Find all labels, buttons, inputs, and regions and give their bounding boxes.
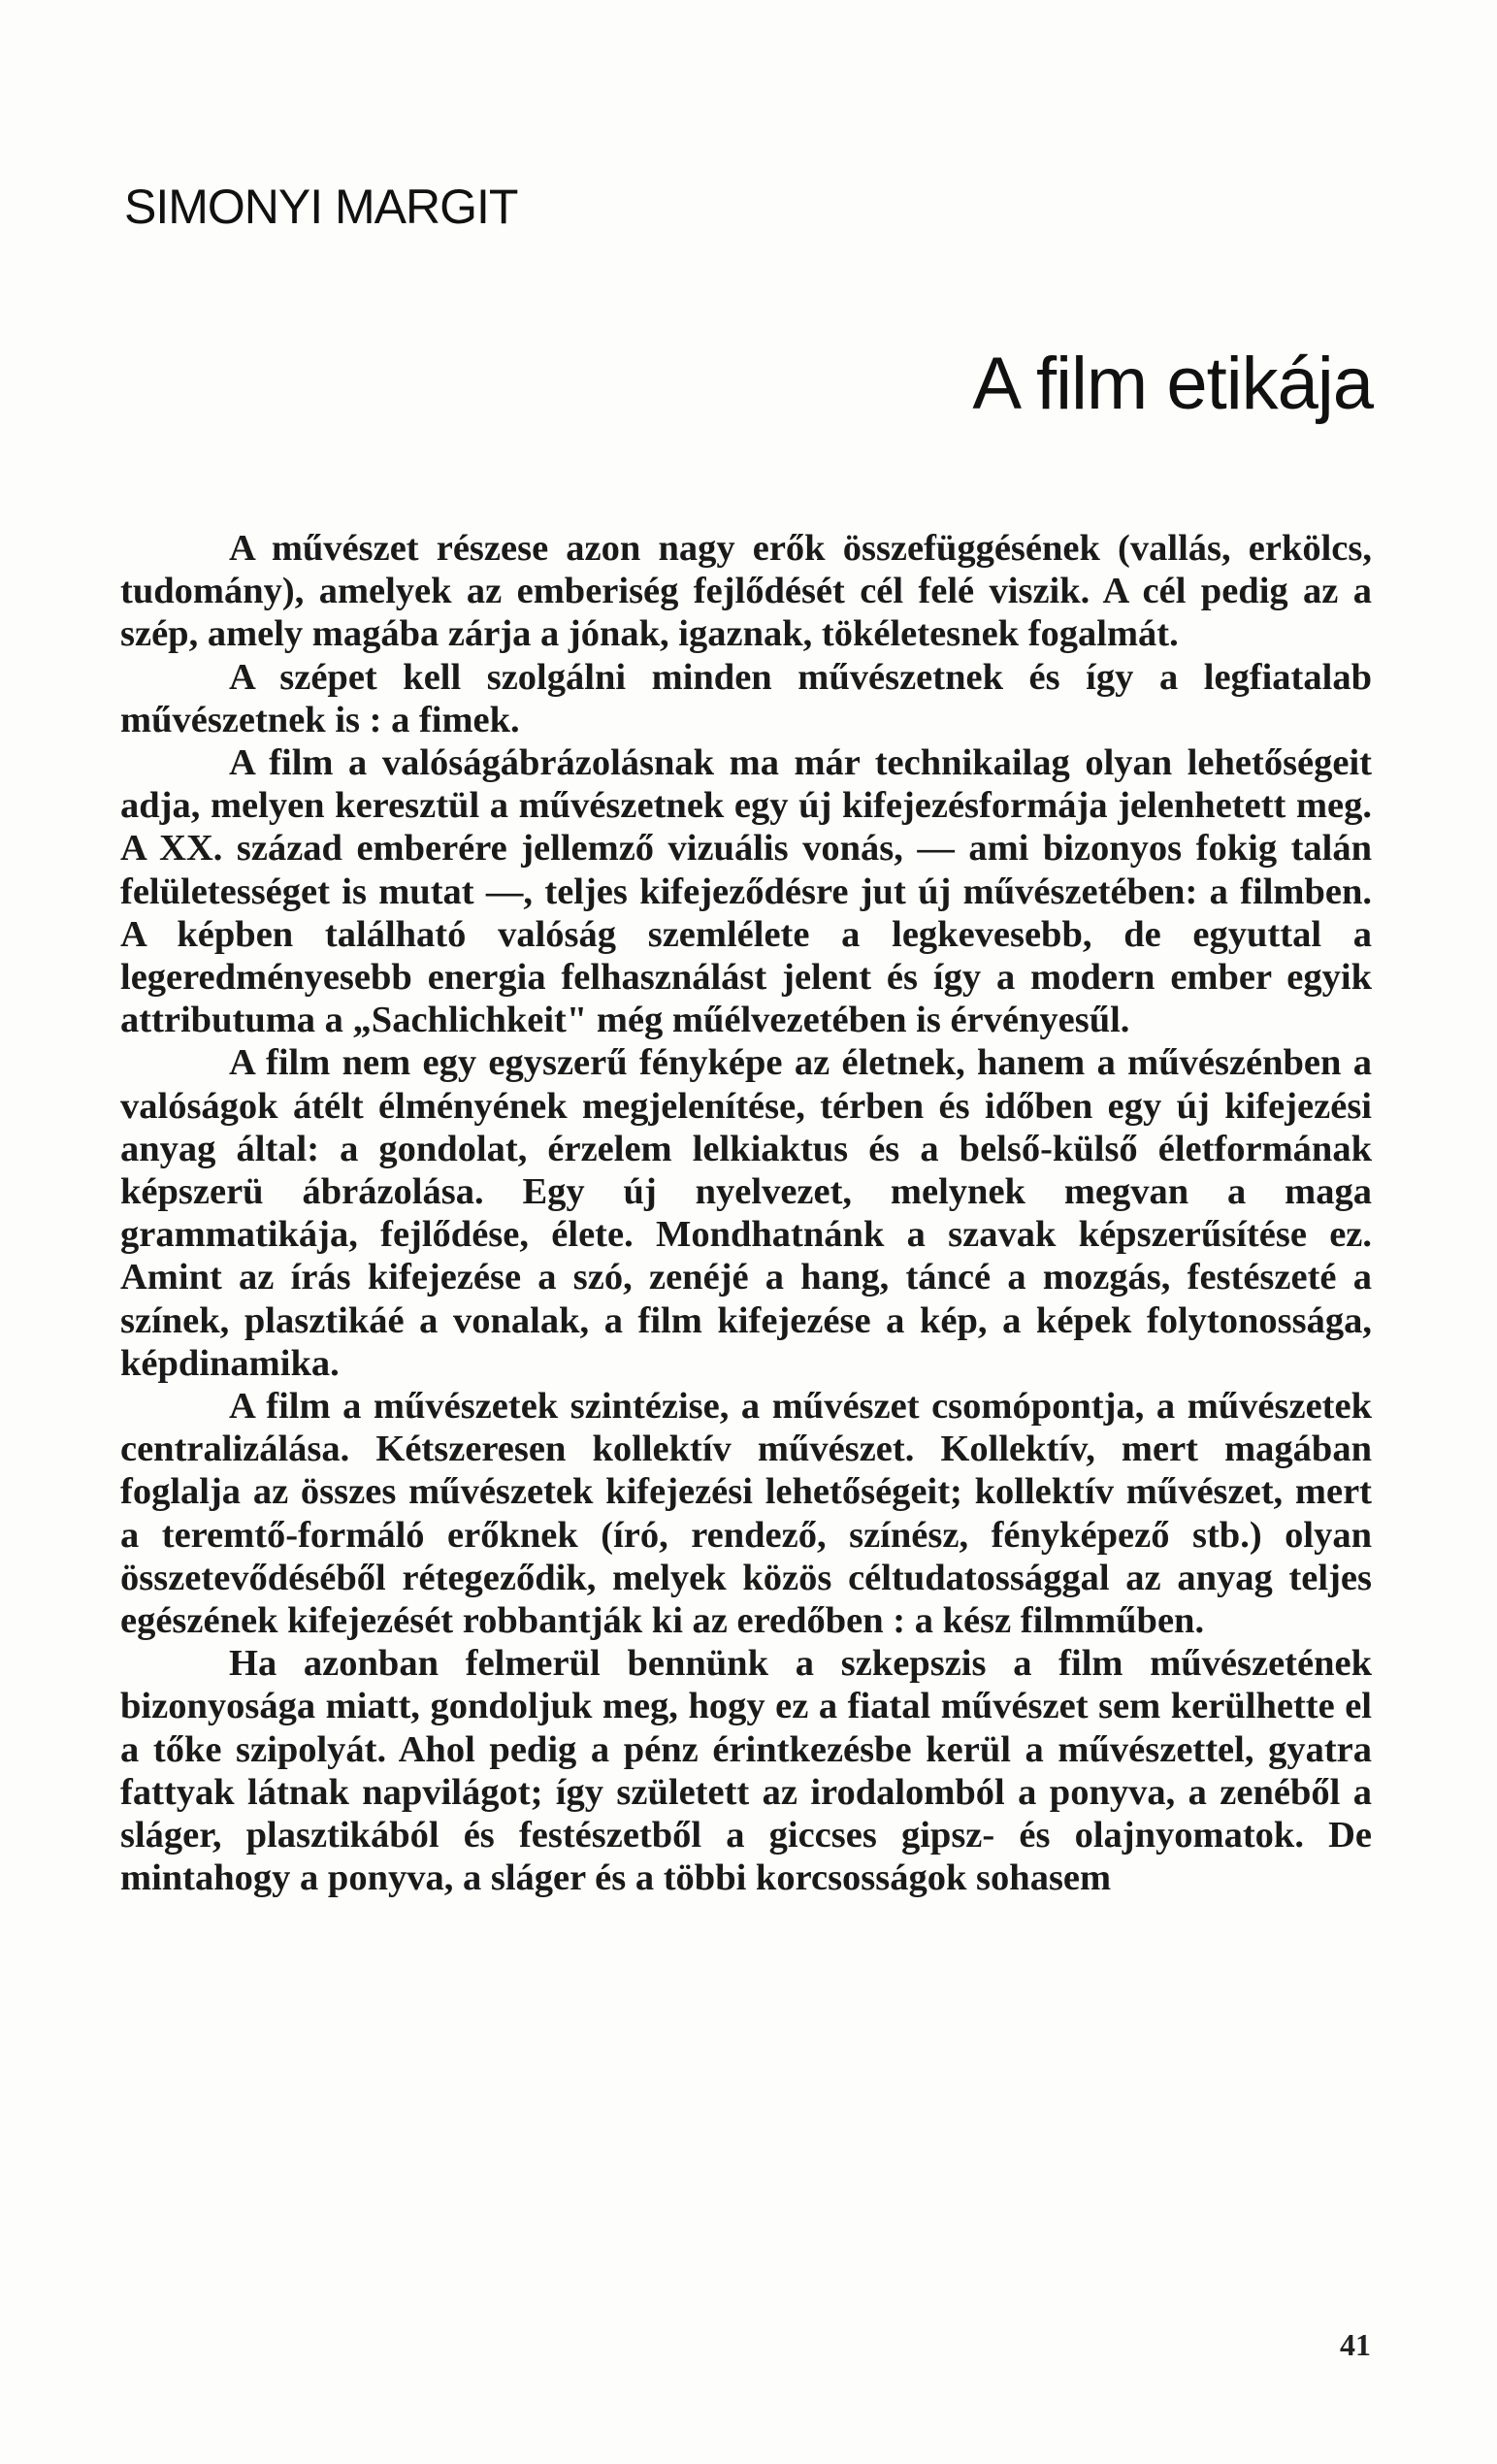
- paragraph: A film a művészetek szintézise, a művészet csomópontja, a művészetek centralizálása. Kétszeresen kollektív művészet. Kollektív, mert magában foglalja az összes művészetek kifejezési lehetőségeit; kollektív művészet, mert a teremtő-formáló erőknek (író, rendező, színész, fényképező stb.) olyan összetevődéséből rétegeződik, melyek közös céltudatossággal az anyag teljes egészének kifejezését robbantják ki az eredőben : a kész filmműben.: [120, 1386, 1372, 1642]
- paragraph: A művészet részese azon nagy erők összefüggésének (vallás, erkölcs, tudomány), amelyek az emberiség fejlődését cél felé viszik. A cél pedig az a szép, amely magába zárja a jónak, igaznak, tökéletesnek fogalmát.: [120, 528, 1372, 655]
- paragraph: Ha azonban felmerül bennünk a szkepszis a film művészetének bizonyosága miatt, gondoljuk meg, hogy ez a fiatal művészet sem kerülhette el a tőke szipolyát. Ahol pedig a pénz érintkezésbe kerül a művészettel, gyatra fattyak látnak napvilágot; így született az irodalomból a ponyva, a zenéből a sláger, plasztikából és festészetből a giccses gipsz- és olajnyomatok. De mintahogy a ponyva, a sláger és a többi korcsosságok sohasem: [120, 1643, 1372, 1899]
- paragraph: A szépet kell szolgálni minden művészetnek és így a legfiatalab művészetnek is : a fimek.: [120, 656, 1372, 740]
- page-number: 41: [1340, 2327, 1371, 2362]
- article-body: [120, 527, 1372, 1900]
- paragraph: A film a valóságábrázolásnak ma már technikailag olyan lehetőségeit adja, melyen keresztül a művészetnek egy új kifejezésformája jelenhetett meg. A XX. század emberére jellemző vizuális vonás, — ami bizonyos fokig talán felületességet is mutat —, teljes kifejeződésre jut új művészetében: a filmben. A képben található valóság szemlélete a legkevesebb, de egyuttal a legeredményesebb energia felhasználást jelent és így a modern ember egyik attributuma a „Sachlichkeit" még műélvezetében is érvényesűl.: [120, 742, 1372, 1041]
- article-title: A film etikája: [972, 343, 1373, 425]
- author-name: SIMONYI MARGIT: [124, 180, 518, 234]
- paragraph: A film nem egy egyszerű fényképe az életnek, hanem a művészénben a valóságok átélt élményének megjelenítése, térben és időben egy új kifejezési anyag által: a gondolat, érzelem lelkiaktus és a belső-külső életformának képszerü ábrázolása. Egy új nyelvezet, melynek megvan a maga grammatikája, fejlődése, élete. Mondhatnánk a szavak képszerűsítése ez. Amint az írás kifejezése a szó, zenéjé a hang, táncé a mozgás, festészeté a színek, plasztikáé a vonalak, a film kifejezése a kép, a képek folytonossága, képdinamika.: [120, 1042, 1372, 1384]
